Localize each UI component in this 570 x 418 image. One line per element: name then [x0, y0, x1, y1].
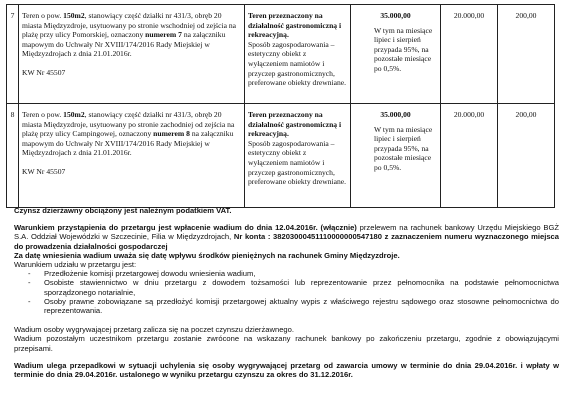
- lots-table: [6, 4, 555, 208]
- land-use-title: Teren przeznaczony na działalność gastronomiczną i rekreacyjną.: [248, 110, 342, 139]
- lot-area: 150m2: [63, 11, 85, 20]
- list-item: - Osobiste stawiennictwo w dniu przetargu z dowodem tożsamości lub reprezentowanie przez pełnomocnika na podstawie pełnomocnictwa sporządzonego notarialnie,: [28, 278, 559, 296]
- land-use-desc: Sposób zagospodarowania – estetyczny obiekt z wyłączeniem namiotów i przyczep gastronomicznych, preferowane obiekty drewniane.: [248, 39, 347, 88]
- land-use-title: Teren przeznaczony na działalność gastronomiczną i rekreacyjną.: [248, 11, 342, 40]
- conditions-list: [14, 269, 559, 315]
- lot-label: numerem 8: [153, 129, 190, 139]
- extra-value: 200,00: [498, 5, 555, 104]
- wadium-paragraph: Warunkiem przystąpienia do przetargu jest wpłacenie wadium do dnia 12.04.2016r. (włącznie) przelewem na rachunek bankowy Urzędu Miejskiego BGŻ S.A. Oddział Wojewódzki w Szczecinie, Filia w Międzyzdrojach, Nr konta : 38203000451110000000547180 z zaznaczeniem numeru wyznaczonego miejsca do prowadzenia działalności gospodarczej: [14, 223, 560, 251]
- list-item: - Przedłożenie komisji przetargowej dowodu wniesienia wadium,: [28, 269, 559, 278]
- land-use: [245, 5, 351, 104]
- price-cell: [351, 5, 441, 104]
- price-cell: [351, 104, 441, 208]
- table-row: [7, 5, 555, 104]
- deposit-value: 20.000,00: [441, 104, 498, 208]
- land-use-desc: Sposób zagospodarowania – estetyczny obiekt z wyłączeniem namiotów i przyczep gastronomicznych, preferowane obiekty drewniane.: [248, 138, 347, 187]
- wadium-date-rule: Za datę wniesienia wadium uważa się datę wpływu środków pieniężnych na rachunek Gminy Międzyzdroje.: [14, 250, 400, 260]
- lot-number: 8: [7, 104, 19, 208]
- price-note: W tym na miesiące lipiec i sierpień przypada 95%, na pozostałe miesiące po 0,5%.: [374, 124, 433, 172]
- terms-text: [14, 206, 559, 379]
- price-note: W tym na miesiące lipiec i sierpień przypada 95%, na pozostałe miesiące po 0,5%.: [374, 25, 433, 73]
- lot-number: 7: [7, 5, 19, 104]
- list-item: - Osoby prawne zobowiązane są przedłożyć komisji przetargowej aktualny wypis z właściwego rejestru sądowego oraz stosowne pełnomocnictwa do reprezentowania.: [28, 297, 559, 315]
- vat-notice: Czynsz dzierżawny obciążony jest należnym podatkiem VAT.: [14, 206, 232, 215]
- deposit-value: 20.000,00: [441, 5, 498, 104]
- land-use: [245, 104, 351, 208]
- land-register-number: KW Nr 45507: [22, 67, 66, 77]
- forfeit-paragraph: Wadium ulega przepadkowi w sytuacji uchylenia się osoby wygrywającej przetarg od zawarcia umowy w terminie do dnia 29.04.2016r. i wpłaty w terminie do dnia 29.04.2016r. ustalonego w wyniku przetargu czynszu za okres do 31.12.2016r.: [14, 360, 559, 380]
- price-value: 35.000,00: [380, 110, 411, 119]
- lot-description: Teren o pow. 150m2, stanowiący część działki nr 431/3, obręb 20 miasta Międzyzdroje, usytuowany po stronie wschodniej od zejścia na plażę przy ulicy Pomorskiej, oznaczony numerem 7 na załączniku mapowym do Uchwały Nr XVIII/174/2016 Rady Miejskiej w Międzyzdrojach z dnia 21.01.2016r. KW Nr 45507: [19, 5, 245, 104]
- land-register-number: KW Nr 45507: [22, 166, 66, 176]
- conditions-intro: Warunkiem udziału w przetargu jest:: [14, 260, 137, 270]
- lot-area: 150m2: [63, 110, 85, 119]
- others-paragraph: Wadium pozostałym uczestnikom przetargu zostanie zwrócone na wskazany rachunek bankowy po zakończeniu przetargu, zgodnie z obowiązującymi przepisami.: [14, 334, 559, 353]
- table-row: [7, 104, 555, 208]
- lot-description: Teren o pow. 150m2, stanowiący część działki nr 431/3, obręb 20 miasta Międzyzdroje, usytuowany po stronie zachodniej od zejścia na plażę przy ulicy Campingowej, oznaczony numerem 8 na załączniku mapowym do Uchwały Nr XVIII/174/2016 Rady Miejskiej w Międzyzdrojach z dnia 21.01.2016r. KW Nr 45507: [19, 104, 245, 208]
- extra-value: 200,00: [498, 104, 555, 208]
- winner-paragraph: Wadium osoby wygrywającej przetarg zalicza się na poczet czynszu dzierżawnego.: [14, 325, 294, 335]
- lot-label: numerem 7: [145, 30, 182, 40]
- price-value: 35.000,00: [380, 11, 411, 20]
